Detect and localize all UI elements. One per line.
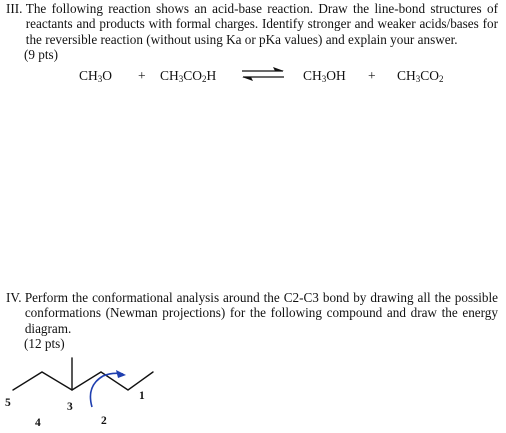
skeletal-structure <box>0 344 200 433</box>
equilibrium-arrows-icon <box>240 66 286 82</box>
carbon-label-2: 2 <box>101 415 107 427</box>
question-4-text: Perform the conformational analysis around the C2-C3 bond by drawing all the possible conformations (Newman projections) for the following compound and draw the energy diagram. <box>24 290 498 336</box>
carbon-label-1: 1 <box>139 390 145 402</box>
question-3-text: The following reaction shows an acid-base reaction. Draw the line-bond structures of reactants and products with formal charges. Identify stronger and weaker acids/bases for the reversible reaction (without using Ka or pKa values) and explain your answer. <box>25 1 498 47</box>
plus-sign-2: + <box>368 68 376 83</box>
question-3-points: (9 pts) <box>24 47 59 63</box>
plus-sign-1: + <box>138 68 146 83</box>
question-4 <box>6 290 498 352</box>
reactant-acetic-acid: $CH_3CO_2H$ <box>160 68 217 84</box>
question-4-points: (12 pts) <box>24 336 65 352</box>
carbon-label-5: 5 <box>5 397 11 409</box>
question-3 <box>6 1 498 63</box>
product-acetate: $CH_3CO_2$ <box>397 68 444 84</box>
product-methanol: $CH_3OH$ <box>303 68 346 84</box>
question-3-number: III. <box>6 1 23 16</box>
reactant-methoxide: $CH_3O$ <box>79 68 113 84</box>
carbon-label-4: 4 <box>35 417 41 429</box>
carbon-chain <box>13 372 153 390</box>
question-4-number: IV. <box>6 290 22 305</box>
carbon-label-3: 3 <box>67 401 73 413</box>
